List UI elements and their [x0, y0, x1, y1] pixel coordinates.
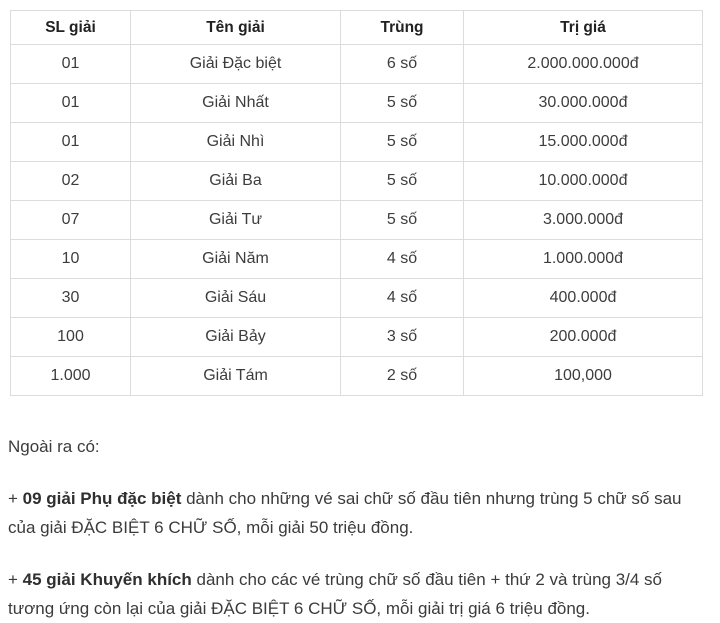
- header-cell-sl-giai: SL giải: [11, 11, 131, 45]
- cell-match: 5 số: [341, 84, 464, 123]
- table-row: [11, 162, 703, 201]
- table-row: [11, 357, 703, 396]
- prize-table: [10, 10, 703, 396]
- cell-match: 5 số: [341, 201, 464, 240]
- note-bold-lead: 09 giải Phụ đặc biệt: [22, 489, 182, 508]
- table-row: [11, 279, 703, 318]
- table-row: [11, 84, 703, 123]
- table-row: [11, 201, 703, 240]
- cell-quantity: 10: [11, 240, 131, 279]
- note-khuyen-khich: [8, 565, 708, 623]
- cell-match: 5 số: [341, 162, 464, 201]
- note-prefix: +: [8, 489, 23, 508]
- cell-prize-name: Giải Nhì: [131, 123, 341, 162]
- cell-quantity: 01: [11, 45, 131, 84]
- cell-prize-name: Giải Tám: [131, 357, 341, 396]
- notes-intro: Ngoài ra có:: [8, 437, 100, 456]
- cell-match: 5 số: [341, 123, 464, 162]
- note-bold-lead: 45 giải Khuyến khích: [22, 570, 192, 589]
- cell-prize-name: Giải Ba: [131, 162, 341, 201]
- cell-value: 400.000đ: [464, 279, 703, 318]
- table-row: [11, 318, 703, 357]
- cell-match: 4 số: [341, 240, 464, 279]
- cell-match: 4 số: [341, 279, 464, 318]
- cell-value: 3.000.000đ: [464, 201, 703, 240]
- notes-section: [8, 432, 708, 623]
- cell-value: 2.000.000.000đ: [464, 45, 703, 84]
- table-row: [11, 45, 703, 84]
- cell-quantity: 02: [11, 162, 131, 201]
- cell-quantity: 100: [11, 318, 131, 357]
- cell-value: 15.000.000đ: [464, 123, 703, 162]
- note-text: dành cho các vé trùng chữ số đầu tiên + thứ 2 và trùng 3/4 số tương ứng còn lại của giải ĐẶC BIỆT 6 CHỮ SỐ, mỗi giải trị giá 6 triệu đồng.: [8, 570, 663, 618]
- cell-prize-name: Giải Đặc biệt: [131, 45, 341, 84]
- cell-value: 1.000.000đ: [464, 240, 703, 279]
- cell-value: 10.000.000đ: [464, 162, 703, 201]
- table-row: [11, 123, 703, 162]
- cell-quantity: 01: [11, 123, 131, 162]
- header-cell-trung: Trùng: [341, 11, 464, 45]
- cell-quantity: 30: [11, 279, 131, 318]
- cell-match: 2 số: [341, 357, 464, 396]
- table-row: [11, 240, 703, 279]
- cell-quantity: 07: [11, 201, 131, 240]
- cell-prize-name: Giải Tư: [131, 201, 341, 240]
- header-cell-tri-gia: Trị giá: [464, 11, 703, 45]
- cell-prize-name: Giải Bảy: [131, 318, 341, 357]
- header-cell-ten-giai: Tên giải: [131, 11, 341, 45]
- cell-match: 3 số: [341, 318, 464, 357]
- note-phu-dac-biet: [8, 484, 708, 542]
- cell-quantity: 1.000: [11, 357, 131, 396]
- cell-prize-name: Giải Năm: [131, 240, 341, 279]
- cell-prize-name: Giải Nhất: [131, 84, 341, 123]
- note-prefix: +: [8, 570, 23, 589]
- cell-quantity: 01: [11, 84, 131, 123]
- cell-value: 200.000đ: [464, 318, 703, 357]
- cell-value: 30.000.000đ: [464, 84, 703, 123]
- note-text: dành cho những vé sai chữ số đầu tiên nhưng trùng 5 chữ số sau của giải ĐẶC BIỆT 6 CHỮ SỐ, mỗi giải 50 triệu đồng.: [8, 489, 682, 537]
- cell-prize-name: Giải Sáu: [131, 279, 341, 318]
- cell-match: 6 số: [341, 45, 464, 84]
- cell-value: 100,000: [464, 357, 703, 396]
- table-header-row: [11, 11, 703, 45]
